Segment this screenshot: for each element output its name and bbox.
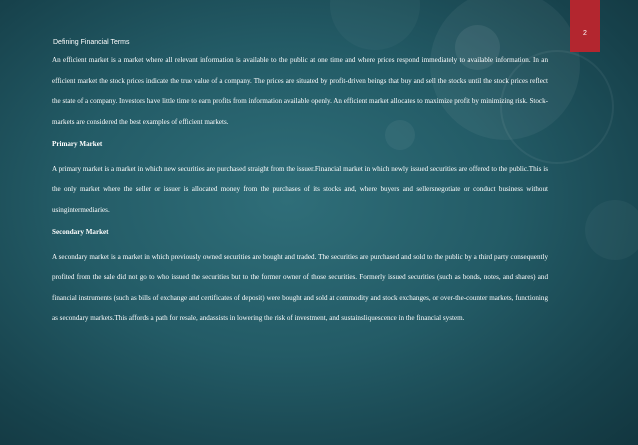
primary-market-heading: Primary Market: [52, 140, 103, 148]
secondary-market-paragraph: A secondary market is a market in which previously owned securities are bought and traded. The securities are purchased and sold to the public by a third party consequently profited from the sale did not go to who issued the securities but to the former owner of those securities. Formerly issued securities (such as bonds, notes, and shares) and financial instruments (such as bills of exchange and certificates of deposit) were bought and sold at commodity and stock exchanges, or over-the-counter markets, functioning as secondary markets.This affords a path for resale, andassists in lowering the risk of investment, and sustainsliquescence in the financial system.: [52, 252, 548, 322]
efficient-market-paragraph: An efficient market is a market where all relevant information is available to the public at one time and where prices respond immediately to available information. In an efficient market the stock prices indicate the true value of a company. The prices are situated by profit-driven beings that buy and sell the stocks until the stock prices reflect the state of a company. Investors have little time to earn profits from information available openly. An efficient market allocates to maximize profit by minimizing risk. Stock-markets are considered the best examples of efficient markets.: [52, 56, 548, 126]
secondary-market-heading: Secondary Market: [52, 228, 109, 236]
slide-body: [52, 50, 548, 329]
accent-bar: [570, 0, 600, 52]
decorative-bubble: [585, 200, 638, 260]
slide-title: Defining Financial Terms: [53, 39, 130, 46]
decorative-bubble: [330, 0, 420, 50]
page-number: 2: [583, 30, 587, 37]
primary-market-paragraph: A primary market is a market in which new securities are purchased straight from the issuer.Financial market in which newly issued securities are offered to the public.This is the only market where the seller or issuer is allocated money from the purchases of its stocks and, where buyers and sellersnegotiate or conduct business without usingintermediaries.: [52, 164, 548, 214]
